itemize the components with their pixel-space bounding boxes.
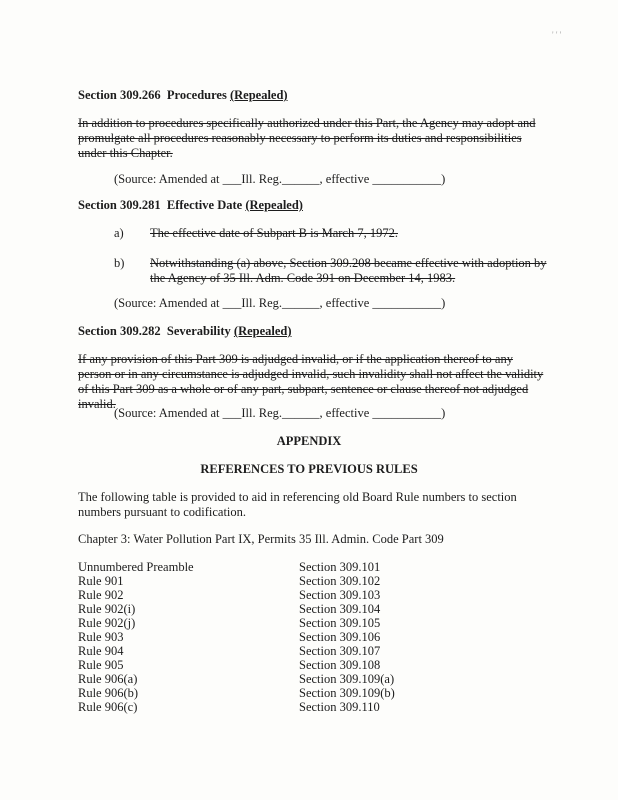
appendix-title: APPENDIX (276, 434, 342, 448)
new-section-cell: Section 309.110 (299, 700, 380, 714)
new-section-cell: Section 309.106 (299, 630, 381, 644)
table-row (78, 658, 548, 672)
old-rule-cell: Rule 902 (78, 588, 124, 602)
section-281-item-b-text: Notwithstanding (a) above, Section 309.208 became effective with adoption by the Agency of 35 Ill. Adm. Code 391 on December 14, 1983. (150, 256, 547, 285)
section-281-repealed-tag: (Repealed) (245, 198, 303, 212)
new-section-cell: Section 309.107 (299, 644, 381, 658)
appendix-intro: The following table is provided to aid in referencing old Board Rule numbers to section numbers pursuant to codification. (78, 490, 517, 519)
appendix-subtitle: REFERENCES TO PREVIOUS RULES (200, 462, 418, 476)
section-282-body: If any provision of this Part 309 is adjudged invalid, or if the application thereof to any person or in any circumstance is adjudged invalid, such invalidity shall not affect the validity of this Part 309 as a whole or of any part, subpart, sentence or clause thereof not adjudged invalid. (78, 352, 544, 411)
table-row (78, 574, 548, 588)
section-266-source: (Source: Amended at ___Ill. Reg.______, effective ___________) (114, 172, 446, 186)
section-281-item-a-label: a) (114, 226, 124, 240)
table-row (78, 602, 548, 616)
new-section-cell: Section 309.109(a) (299, 672, 395, 686)
section-282-heading (78, 324, 292, 339)
new-section-cell: Section 309.105 (299, 616, 381, 630)
table-row (78, 616, 548, 630)
table-row (78, 644, 548, 658)
section-282-title: Severability (166, 324, 231, 338)
new-section-cell: Section 309.101 (299, 560, 381, 574)
table-header-right: 35 Ill. Admin. Code Part 309 (299, 532, 444, 546)
table-row (78, 686, 548, 700)
table-row (78, 630, 548, 644)
old-rule-cell: Rule 905 (78, 658, 124, 672)
old-rule-cell: Rule 906(a) (78, 672, 138, 686)
new-section-cell: Section 309.108 (299, 658, 381, 672)
section-266-number: Section 309.266 (78, 88, 161, 102)
old-rule-cell: Rule 903 (78, 630, 124, 644)
old-rule-cell: Rule 902(j) (78, 616, 136, 630)
table-row (78, 588, 548, 602)
table-row (78, 672, 548, 686)
section-282-number: Section 309.282 (78, 324, 161, 338)
section-282-source: (Source: Amended at ___Ill. Reg.______, effective ___________) (114, 406, 446, 420)
old-rule-cell: Rule 901 (78, 574, 124, 588)
table-row (78, 700, 548, 714)
new-section-cell: Section 309.109(b) (299, 686, 395, 700)
table-header-left: Chapter 3: Water Pollution Part IX, Permits (78, 532, 296, 546)
section-281-title: Effective Date (166, 198, 243, 212)
scan-corner-marks: ' ' ' (552, 30, 562, 40)
section-266-body: In addition to procedures specifically authorized under this Part, the Agency may adopt and promulgate all procedures reasonably necessary to perform its duties and responsibilities under this Chapter. (78, 116, 536, 160)
old-rule-cell: Rule 906(c) (78, 700, 138, 714)
old-rule-cell: Rule 906(b) (78, 686, 139, 700)
section-266-heading (78, 88, 288, 103)
new-section-cell: Section 309.102 (299, 574, 381, 588)
section-281-number: Section 309.281 (78, 198, 161, 212)
table-row (78, 560, 548, 574)
section-266-title: Procedures (166, 88, 227, 102)
new-section-cell: Section 309.103 (299, 588, 381, 602)
section-282-repealed-tag: (Repealed) (233, 324, 292, 338)
old-rule-cell: Rule 904 (78, 644, 124, 658)
section-266-repealed-tag: (Repealed) (229, 88, 288, 102)
section-281-heading (78, 198, 303, 213)
old-rule-cell: Unnumbered Preamble (78, 560, 194, 574)
section-281-item-b-label: b) (114, 256, 125, 270)
new-section-cell: Section 309.104 (299, 602, 381, 616)
section-281-source: (Source: Amended at ___Ill. Reg.______, effective ___________) (114, 296, 446, 310)
section-281-item-a-text: The effective date of Subpart B is March 7, 1972. (150, 226, 398, 240)
old-rule-cell: Rule 902(i) (78, 602, 136, 616)
